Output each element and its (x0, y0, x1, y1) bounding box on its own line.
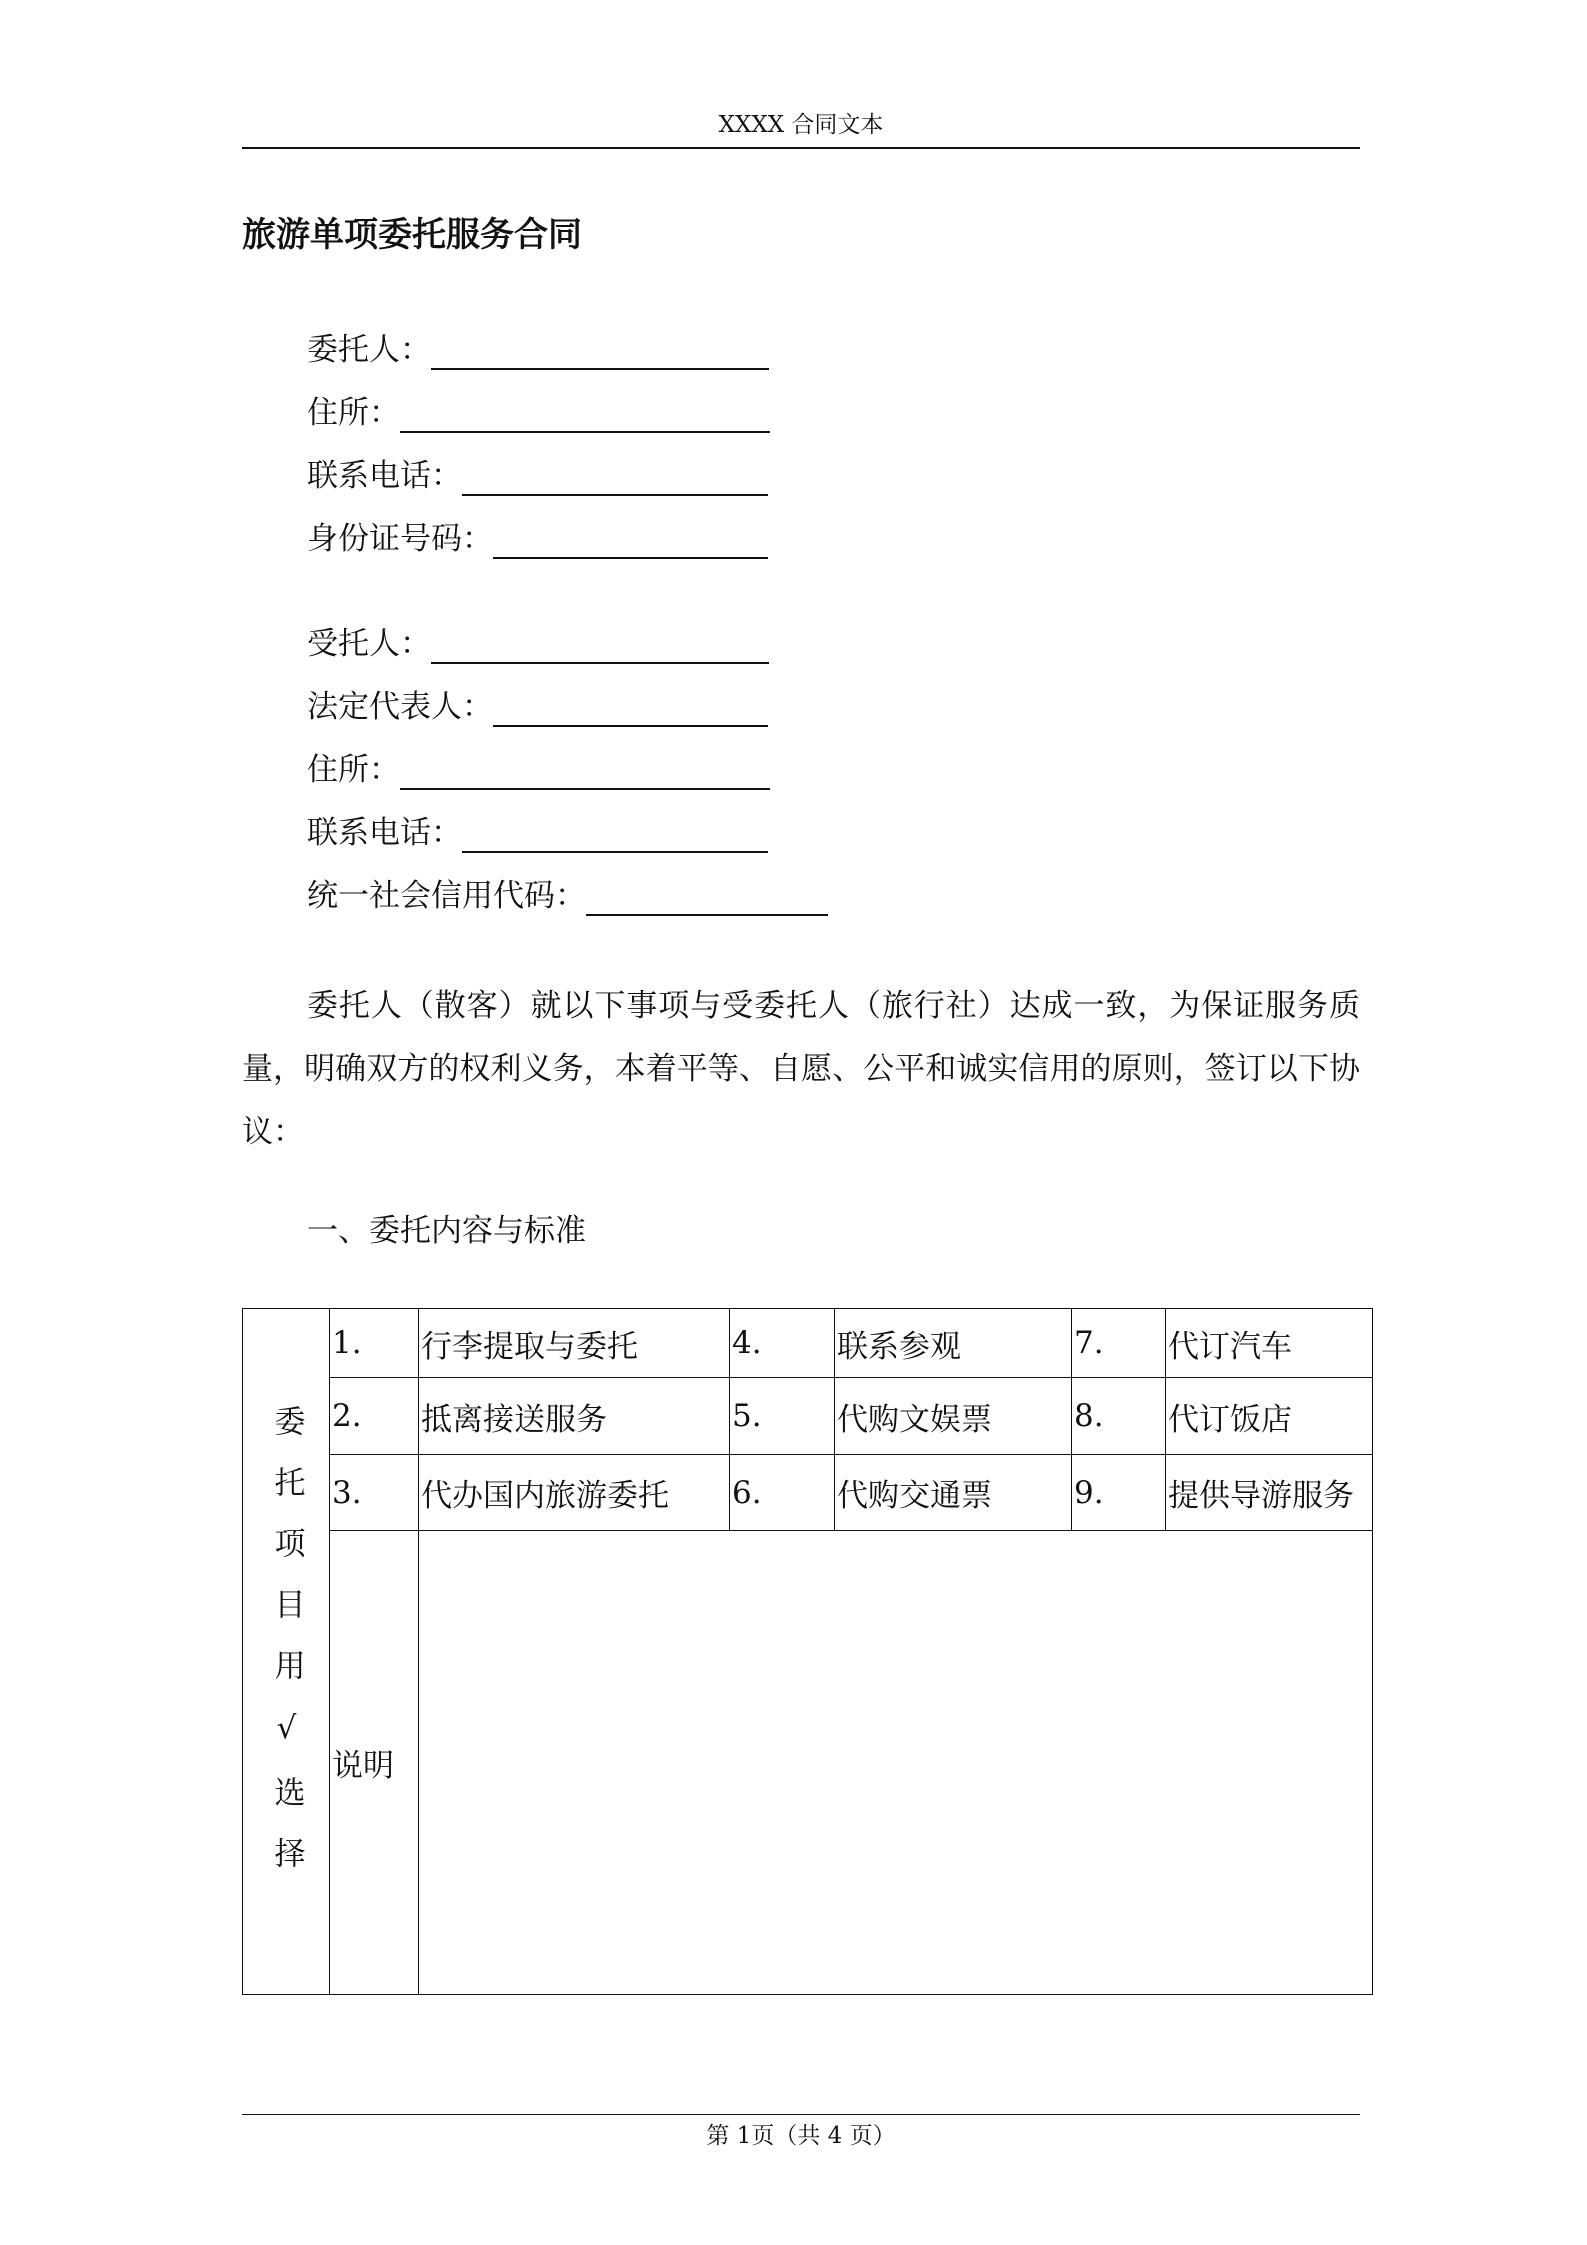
section-heading-1: 一、委托内容与标准 (307, 1213, 586, 1249)
principal-address-blank[interactable] (400, 397, 770, 433)
item-number: 3. (330, 1455, 419, 1531)
note-label: 说明 (330, 1531, 419, 1995)
page-header: XXXX 合同文本 (718, 112, 884, 138)
item-number: 9. (1072, 1455, 1166, 1531)
agent-rep-label: 法定代表人： (307, 689, 493, 725)
principal-phone-field (307, 456, 768, 496)
item-option[interactable]: 行李提取与委托 (419, 1309, 730, 1378)
table-row (243, 1531, 1373, 1995)
agent-credit-field (307, 876, 828, 916)
page-footer: 第 1页（共 4 页） (706, 2123, 896, 2149)
item-number: 4. (730, 1309, 835, 1378)
principal-id-label: 身份证号码： (307, 521, 493, 557)
commission-items-table (242, 1308, 1373, 1995)
principal-address-label: 住所： (307, 395, 400, 431)
agent-rep-blank[interactable] (493, 691, 768, 727)
agent-address-label: 住所： (307, 752, 400, 788)
agent-name-field (307, 624, 769, 664)
item-option[interactable]: 抵离接送服务 (419, 1378, 730, 1455)
item-option[interactable]: 代办国内旅游委托 (419, 1455, 730, 1531)
item-number: 2. (330, 1378, 419, 1455)
note-input-cell[interactable] (419, 1531, 1373, 1995)
item-number: 6. (730, 1455, 835, 1531)
agent-rep-field (307, 687, 768, 727)
principal-name-field (307, 330, 769, 370)
header-rule (242, 147, 1360, 149)
agent-phone-label: 联系电话： (307, 815, 462, 851)
item-option[interactable]: 代购交通票 (835, 1455, 1072, 1531)
agent-phone-blank[interactable] (462, 817, 768, 853)
side-label: 委托项目用√选择 (268, 1405, 305, 1898)
agent-address-blank[interactable] (400, 754, 770, 790)
agent-name-blank[interactable] (431, 628, 769, 664)
principal-name-blank[interactable] (431, 334, 769, 370)
table-row (243, 1455, 1373, 1531)
agent-credit-blank[interactable] (586, 880, 828, 916)
agent-phone-field (307, 813, 768, 853)
table-row (243, 1378, 1373, 1455)
item-number: 1. (330, 1309, 419, 1378)
item-option[interactable]: 联系参观 (835, 1309, 1072, 1378)
agent-address-field (307, 750, 770, 790)
principal-phone-label: 联系电话： (307, 458, 462, 494)
principal-id-blank[interactable] (493, 523, 768, 559)
principal-address-field (307, 393, 770, 433)
footer-rule (242, 2114, 1360, 2115)
agent-name-label: 受托人： (307, 626, 431, 662)
principal-name-label: 委托人： (307, 332, 431, 368)
item-option[interactable]: 代订汽车 (1166, 1309, 1373, 1378)
document-title: 旅游单项委托服务合同 (242, 215, 582, 255)
item-number: 5. (730, 1378, 835, 1455)
agent-credit-label: 统一社会信用代码： (307, 878, 586, 914)
table-row (243, 1309, 1373, 1378)
principal-id-field (307, 519, 768, 559)
item-number: 7. (1072, 1309, 1166, 1378)
side-label-cell (243, 1309, 330, 1995)
principal-phone-blank[interactable] (462, 460, 768, 496)
item-number: 8. (1072, 1378, 1166, 1455)
item-option[interactable]: 代购文娱票 (835, 1378, 1072, 1455)
item-option[interactable]: 提供导游服务 (1166, 1455, 1373, 1531)
item-option[interactable]: 代订饭店 (1166, 1378, 1373, 1455)
intro-paragraph: 委托人（散客）就以下事项与受委托人（旅行社）达成一致，为保证服务质量，明确双方的权利义务，本着平等、自愿、公平和诚实信用的原则，签订以下协议： (242, 988, 1360, 1150)
